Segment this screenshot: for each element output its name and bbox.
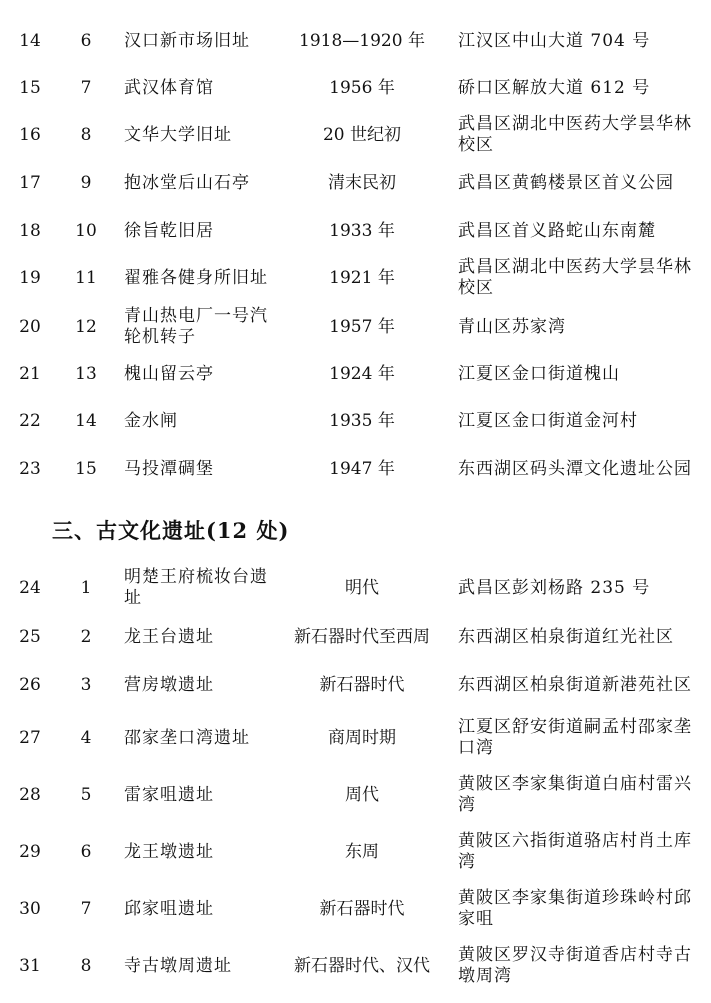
row-sub-index-text: 6 (80, 30, 92, 51)
row-index (12, 626, 48, 648)
site-era (282, 716, 442, 760)
site-era (282, 363, 442, 385)
row-index (12, 944, 48, 988)
site-name (124, 944, 274, 988)
site-era (282, 410, 442, 432)
site-name-text: 龙王墩遗址 (124, 841, 214, 862)
row-index (12, 458, 48, 480)
site-name-text: 青山热电厂一号汽轮机转子 (124, 306, 268, 347)
site-name (124, 773, 274, 817)
site-era-text: 新石器时代 (319, 898, 405, 919)
row-sub-index-text: 6 (80, 841, 92, 862)
site-era (282, 458, 442, 480)
row-index-text: 14 (19, 30, 41, 51)
row-index (12, 566, 48, 610)
site-location (458, 306, 698, 348)
row-index-text: 28 (19, 784, 41, 805)
site-name-text: 翟雅各健身所旧址 (124, 267, 268, 288)
site-era (282, 773, 442, 817)
site-era-text: 东周 (345, 841, 379, 862)
row-sub-index-text: 5 (80, 784, 92, 805)
row-sub-index (66, 30, 106, 52)
table-row (0, 626, 711, 648)
row-index-text: 23 (19, 458, 41, 479)
row-sub-index-text: 10 (75, 220, 97, 241)
site-era (282, 830, 442, 874)
row-index (12, 716, 48, 760)
row-index-text: 29 (19, 841, 41, 862)
site-name-text: 营房墩遗址 (124, 674, 214, 695)
table-row (0, 30, 711, 52)
site-location-text: 江夏区舒安街道嗣孟村邵家垄口湾 (458, 717, 692, 758)
site-era (282, 30, 442, 52)
site-name (124, 77, 274, 99)
site-era (282, 566, 442, 610)
row-sub-index (66, 887, 106, 931)
row-sub-index (66, 773, 106, 817)
site-location-text: 东西湖区柏泉街道红光社区 (458, 626, 674, 647)
site-name-text: 邵家垄口湾遗址 (124, 727, 250, 748)
site-name (124, 172, 274, 194)
site-location (458, 773, 698, 817)
row-index (12, 172, 48, 194)
site-name (124, 410, 274, 432)
site-era (282, 220, 442, 242)
site-location (458, 256, 698, 300)
site-era-text: 新石器时代至西周 (294, 626, 430, 647)
site-location (458, 220, 698, 242)
row-sub-index-text: 3 (80, 674, 92, 695)
row-sub-index (66, 830, 106, 874)
row-index-text: 30 (19, 898, 41, 919)
row-sub-index (66, 306, 106, 348)
site-era-text: 20 世纪初 (322, 124, 402, 145)
site-name-text: 金水闸 (124, 410, 178, 431)
site-location-text: 武昌区首义路蛇山东南麓 (458, 220, 656, 241)
section-title: 三、古文化遗址(12 处) (52, 518, 290, 543)
site-location (458, 944, 698, 988)
row-index-text: 27 (19, 727, 41, 748)
table-row (0, 256, 711, 300)
site-location (458, 887, 698, 931)
table-row (0, 172, 711, 194)
site-name (124, 458, 274, 480)
row-index (12, 674, 48, 696)
site-name (124, 887, 274, 931)
table-row (0, 773, 711, 817)
row-index (12, 256, 48, 300)
site-name-text: 文华大学旧址 (124, 124, 232, 145)
site-name-text: 马投潭碉堡 (124, 458, 214, 479)
site-era-text: 新石器时代 (319, 674, 405, 695)
table-row (0, 458, 711, 480)
row-sub-index-text: 7 (80, 77, 92, 98)
table-row (0, 113, 711, 157)
site-era-text: 1921 年 (329, 267, 395, 288)
row-index (12, 887, 48, 931)
row-sub-index (66, 172, 106, 194)
site-era-text: 1957 年 (329, 316, 395, 337)
site-location-text: 武昌区黄鹤楼景区首义公园 (458, 172, 674, 193)
row-index-text: 17 (19, 172, 41, 193)
site-era (282, 674, 442, 696)
row-sub-index-text: 1 (80, 577, 92, 598)
site-location (458, 77, 698, 99)
site-era-text: 清末民初 (328, 172, 396, 193)
table-row (0, 887, 711, 931)
row-index-text: 18 (19, 220, 41, 241)
row-sub-index (66, 674, 106, 696)
site-location (458, 830, 698, 874)
site-name-text: 雷家咀遗址 (124, 784, 214, 805)
site-name-text: 抱冰堂后山石亭 (124, 172, 250, 193)
site-era (282, 172, 442, 194)
site-location-text: 黄陂区李家集街道白庙村雷兴湾 (458, 774, 692, 815)
site-era-text: 周代 (345, 784, 379, 805)
table-row (0, 77, 711, 99)
site-location (458, 363, 698, 385)
site-era (282, 944, 442, 988)
site-era-text: 1924 年 (329, 363, 395, 384)
site-location (458, 30, 698, 52)
row-index-text: 26 (19, 674, 41, 695)
row-sub-index-text: 14 (75, 410, 97, 431)
site-name (124, 220, 274, 242)
site-location (458, 716, 698, 760)
table-row (0, 306, 711, 348)
site-location-text: 硚口区解放大道 612 号 (458, 77, 651, 98)
row-sub-index (66, 626, 106, 648)
site-era-text: 商周时期 (328, 727, 396, 748)
row-index-text: 15 (19, 77, 41, 98)
site-location (458, 626, 698, 648)
row-sub-index-text: 7 (80, 898, 92, 919)
table-row (0, 830, 711, 874)
row-sub-index (66, 256, 106, 300)
row-index-text: 19 (19, 267, 41, 288)
row-index-text: 31 (19, 955, 41, 976)
site-location-text: 武昌区彭刘杨路 235 号 (458, 577, 651, 598)
site-location (458, 674, 698, 696)
row-index (12, 30, 48, 52)
site-era (282, 306, 442, 348)
site-location (458, 172, 698, 194)
row-index (12, 113, 48, 157)
site-name (124, 113, 274, 157)
row-index-text: 20 (19, 316, 41, 337)
site-location-text: 武昌区湖北中医药大学昙华林校区 (458, 257, 692, 298)
site-name-text: 寺古墩周遗址 (124, 955, 232, 976)
site-location (458, 566, 698, 610)
site-name-text: 徐旨乾旧居 (124, 220, 214, 241)
site-location-text: 东西湖区码头潭文化遗址公园 (458, 458, 692, 479)
site-name (124, 674, 274, 696)
row-sub-index-text: 9 (80, 172, 92, 193)
site-name-text: 汉口新市场旧址 (124, 30, 250, 51)
site-era-text: 1918—1920 年 (299, 30, 425, 51)
row-sub-index (66, 458, 106, 480)
site-location-text: 江汉区中山大道 704 号 (458, 30, 651, 51)
row-index-text: 22 (19, 410, 41, 431)
row-index (12, 410, 48, 432)
row-sub-index (66, 566, 106, 610)
site-era (282, 256, 442, 300)
site-location-text: 黄陂区李家集街道珍珠岭村邱家咀 (458, 888, 692, 929)
site-location-text: 黄陂区罗汉寺街道香店村寺古墩周湾 (458, 945, 692, 986)
site-name (124, 566, 274, 610)
site-era (282, 887, 442, 931)
row-sub-index-text: 8 (80, 955, 92, 976)
site-name (124, 256, 274, 300)
site-location-text: 江夏区金口街道槐山 (458, 363, 620, 384)
site-location (458, 113, 698, 157)
row-index-text: 25 (19, 626, 41, 647)
table-row (0, 944, 711, 988)
site-name (124, 306, 274, 348)
site-location-text: 江夏区金口街道金河村 (458, 410, 638, 431)
site-location-text: 青山区苏家湾 (458, 316, 566, 337)
table-row (0, 410, 711, 432)
row-sub-index-text: 15 (75, 458, 97, 479)
site-era-text: 1935 年 (329, 410, 395, 431)
site-era-text: 1933 年 (329, 220, 395, 241)
table-row (0, 716, 711, 760)
site-era-text: 新石器时代、汉代 (294, 955, 430, 976)
row-index (12, 830, 48, 874)
site-era (282, 77, 442, 99)
site-location-text: 武昌区湖北中医药大学昙华林校区 (458, 114, 692, 155)
site-location (458, 458, 698, 480)
site-name-text: 明楚王府梳妆台遗址 (124, 567, 268, 608)
site-name (124, 626, 274, 648)
site-era (282, 113, 442, 157)
table-row (0, 220, 711, 242)
row-sub-index-text: 4 (80, 727, 92, 748)
row-sub-index (66, 410, 106, 432)
row-sub-index (66, 220, 106, 242)
row-sub-index-text: 8 (80, 124, 92, 145)
site-location-text: 黄陂区六指街道骆店村肖土库湾 (458, 831, 692, 872)
row-sub-index (66, 113, 106, 157)
row-sub-index (66, 363, 106, 385)
row-sub-index (66, 716, 106, 760)
site-name-text: 龙王台遗址 (124, 626, 214, 647)
row-index-text: 16 (19, 124, 41, 145)
row-index (12, 773, 48, 817)
row-sub-index-text: 12 (75, 316, 97, 337)
site-era-text: 1956 年 (329, 77, 395, 98)
row-index-text: 24 (19, 577, 41, 598)
site-era (282, 626, 442, 648)
site-era-text: 明代 (345, 577, 379, 598)
site-location (458, 410, 698, 432)
site-name (124, 363, 274, 385)
site-name (124, 30, 274, 52)
row-index (12, 363, 48, 385)
site-name-text: 武汉体育馆 (124, 77, 214, 98)
site-name (124, 716, 274, 760)
site-name-text: 槐山留云亭 (124, 363, 214, 384)
row-sub-index-text: 11 (75, 267, 97, 288)
table-row (0, 674, 711, 696)
row-index (12, 306, 48, 348)
row-sub-index (66, 944, 106, 988)
row-sub-index-text: 2 (80, 626, 92, 647)
site-name (124, 830, 274, 874)
row-index-text: 21 (19, 363, 41, 384)
row-index (12, 77, 48, 99)
site-era-text: 1947 年 (329, 458, 395, 479)
row-sub-index (66, 77, 106, 99)
row-index (12, 220, 48, 242)
table-row (0, 363, 711, 385)
site-location-text: 东西湖区柏泉街道新港苑社区 (458, 674, 692, 695)
site-name-text: 邱家咀遗址 (124, 898, 214, 919)
table-row (0, 566, 711, 610)
row-sub-index-text: 13 (75, 363, 97, 384)
